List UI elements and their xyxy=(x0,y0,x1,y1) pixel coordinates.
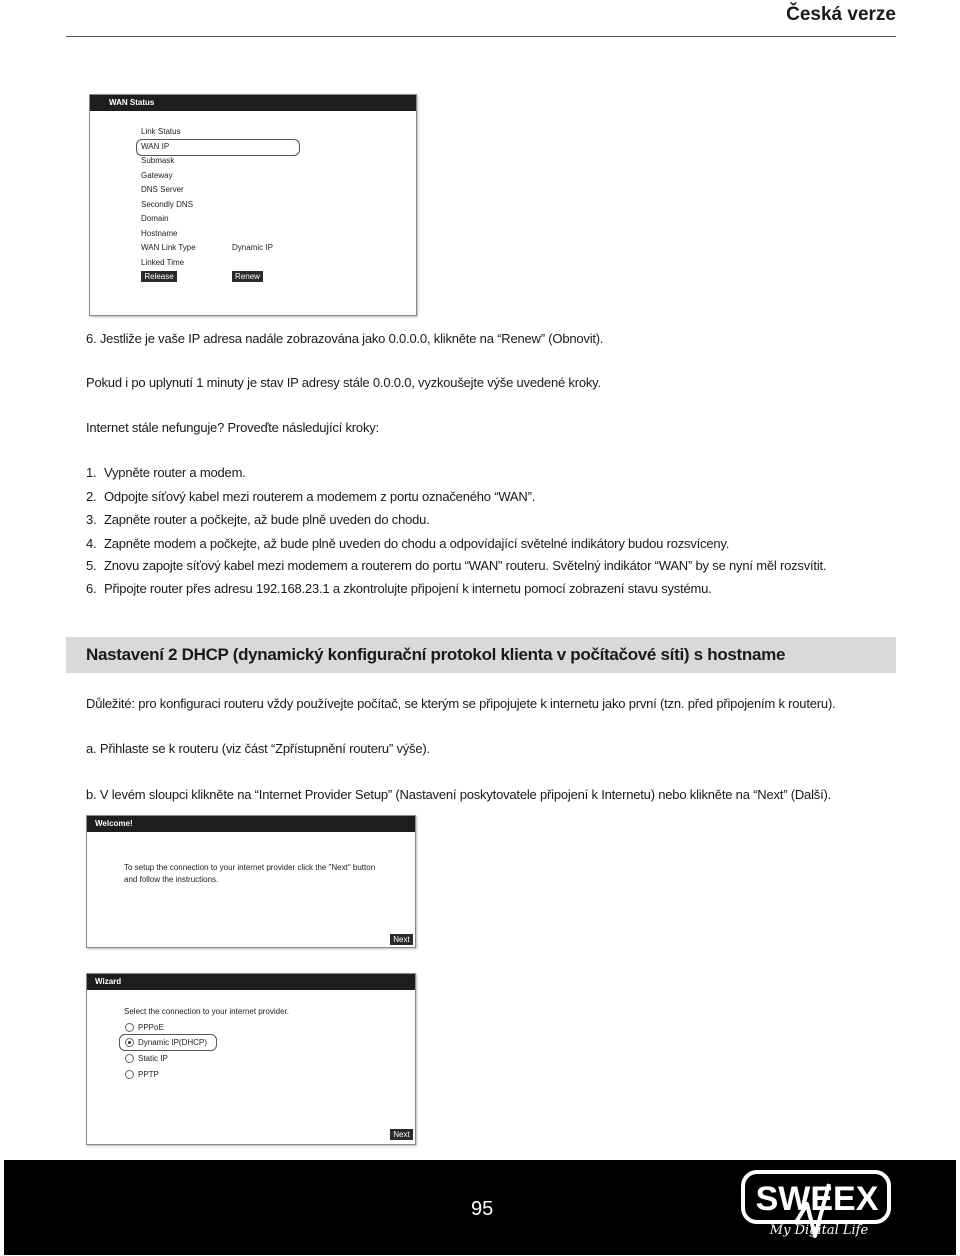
radio-option-dynamic-ip[interactable] xyxy=(125,1038,207,1047)
section-title: Nastavení 2 DHCP (dynamický konfigurační protokol klienta v počítačové síti) s hostname xyxy=(86,645,786,664)
wan-link-type-value: Dynamic IP xyxy=(232,243,273,252)
logo-tagline: My Digital Life xyxy=(769,1223,869,1238)
wan-row-label: Linked Time xyxy=(141,258,185,267)
wan-row-label: Submask xyxy=(141,156,175,165)
wan-row-label: Gateway xyxy=(141,171,173,180)
wizard-prompt: Select the connection to your internet provider. xyxy=(124,1007,289,1016)
radio-label: Static IP xyxy=(138,1054,168,1063)
radio-label: PPPoE xyxy=(138,1023,164,1032)
list-item: 5. Znovu zapojte síťový kabel mezi modemem a routerem do portu “WAN” routeru. Světelný indikátor “WAN” by se nyní měl rozsvítit. xyxy=(86,558,827,573)
radio-option-pppoe[interactable] xyxy=(125,1023,164,1032)
list-item: 3. Zapněte router a počkejte, až bude plně uveden do chodu. xyxy=(86,512,430,527)
language-label: Česká verze xyxy=(786,4,896,25)
welcome-panel xyxy=(86,815,416,948)
list-item: 1. Vypněte router a modem. xyxy=(86,465,246,480)
radio-button[interactable] xyxy=(125,1023,134,1032)
wizard-panel xyxy=(86,973,416,1145)
radio-button-selected[interactable] xyxy=(125,1038,134,1047)
important-note: Důležité: pro konfiguraci routeru vždy používejte počítač, se kterým se připojujete k internetu jako první (tzn. před připojením k routeru). xyxy=(86,696,836,711)
list-item: 6. Připojte router přes adresu 192.168.23.1 a zkontrolujte připojení k internetu pomocí zobrazení stavu systému. xyxy=(86,581,712,596)
after-minute-text: Pokud i po uplynutí 1 minuty je stav IP adresy stále 0.0.0.0, vyzkoušejte výše uvedené kroky. xyxy=(86,375,601,390)
wan-status-title: WAN Status xyxy=(90,95,416,111)
step-b-text: b. V levém sloupci klikněte na “Internet Provider Setup” (Nastavení poskytovatele připojení k Internetu) nebo klikněte na “Next” (Další). xyxy=(86,787,832,802)
wan-row-label: WAN IP xyxy=(141,142,170,151)
list-item: 2. Odpojte síťový kabel mezi routerem a modemem z portu označeného “WAN”. xyxy=(86,489,536,504)
radio-option-pptp[interactable] xyxy=(125,1070,159,1079)
wan-ip-highlight xyxy=(136,139,300,156)
next-button[interactable]: Next xyxy=(390,1129,413,1140)
welcome-line-2: and follow the instructions. xyxy=(124,875,219,884)
radio-label: Dynamic IP(DHCP) xyxy=(138,1038,207,1047)
still-not-working-text: Internet stále nefunguje? Proveďte následující kroky: xyxy=(86,420,379,435)
step-a-text: a. Přihlaste se k routeru (viz část “Zpřístupnění routeru” výše). xyxy=(86,741,430,756)
radio-option-static-ip[interactable] xyxy=(125,1054,168,1063)
wan-row-label: Link Status xyxy=(141,127,181,136)
welcome-line-1: To setup the connection to your internet provider click the "Next" button xyxy=(124,863,376,872)
header-divider xyxy=(66,36,896,37)
radio-button[interactable] xyxy=(125,1070,134,1079)
section-header-bar xyxy=(66,637,896,673)
page-number: 95 xyxy=(471,1198,494,1220)
wan-row-label: Hostname xyxy=(141,229,178,238)
release-button[interactable]: Release xyxy=(141,271,177,282)
next-button[interactable]: Next xyxy=(390,934,413,945)
renew-button[interactable]: Renew xyxy=(232,271,263,282)
wan-row-label: DNS Server xyxy=(141,185,184,194)
wan-status-panel xyxy=(89,94,417,316)
welcome-title: Welcome! xyxy=(87,816,415,832)
list-item: 4. Zapněte modem a počkejte, až bude plně uveden do chodu a odpovídající světelné indikátory budou rozsvíceny. xyxy=(86,536,730,551)
wan-row-label: Secondly DNS xyxy=(141,200,194,209)
radio-label: PPTP xyxy=(138,1070,159,1079)
radio-button[interactable] xyxy=(125,1054,134,1063)
wizard-title: Wizard xyxy=(87,974,415,990)
step-6-text: 6. Jestliže je vaše IP adresa nadále zobrazována jako 0.0.0.0, klikněte na “Renew” (Obnovit). xyxy=(86,331,604,346)
wan-row-label: WAN Link Type xyxy=(141,243,196,252)
logo-text: SWEEX xyxy=(755,1180,879,1218)
sweex-logo xyxy=(737,1164,897,1252)
sweex-logo-graphic xyxy=(737,1164,897,1252)
wan-row-label: Domain xyxy=(141,214,169,223)
